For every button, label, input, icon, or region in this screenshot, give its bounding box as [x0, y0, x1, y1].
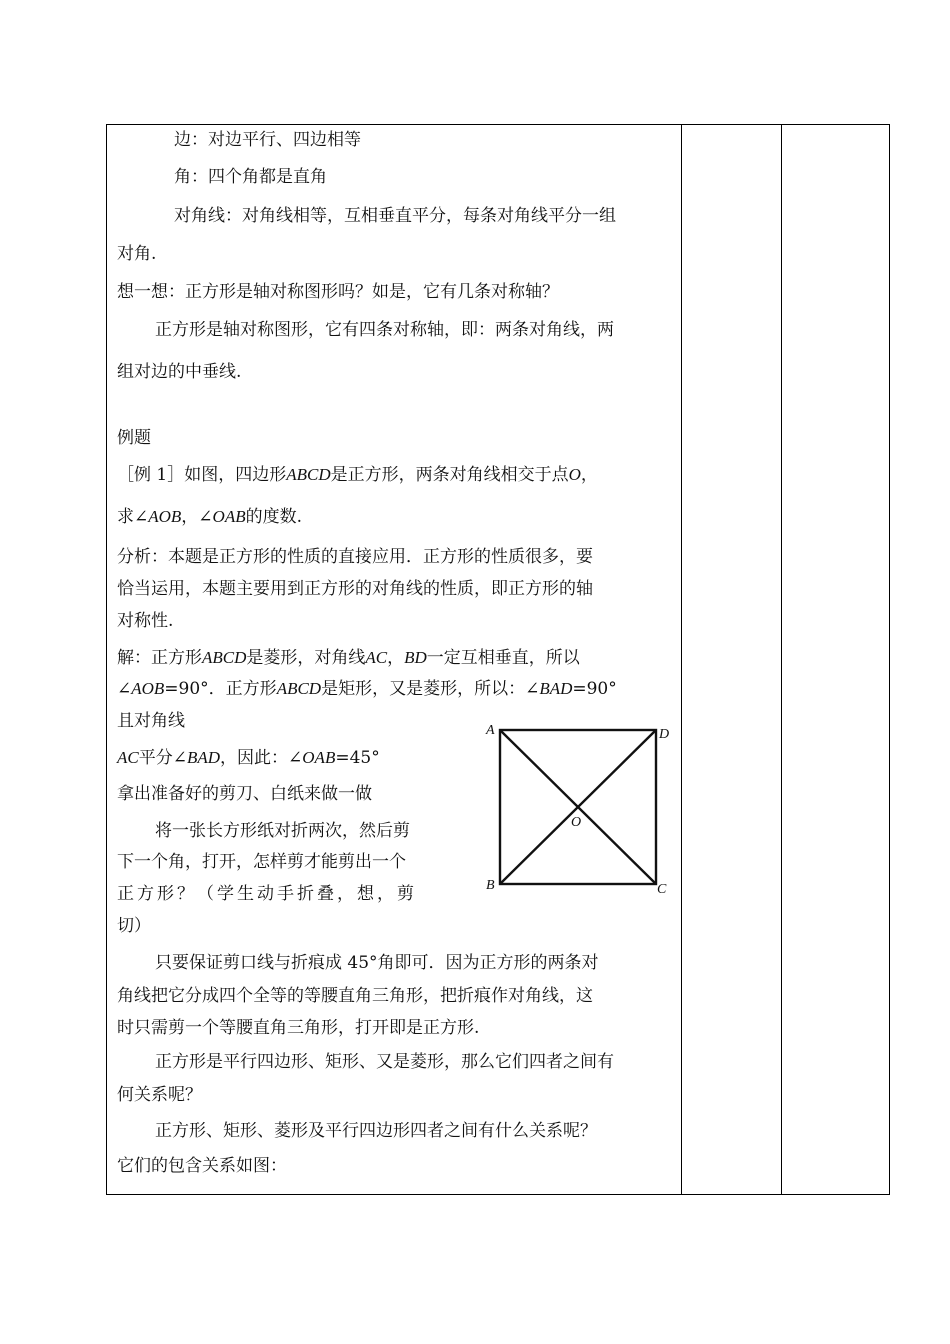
think-question: 想一想：正方形是轴对称图形吗？如是，它有几条对称轴？: [117, 282, 559, 302]
example-1-line-1: ［例 1］如图，四边形ABCD是正方形，两条对角线相交于点O，: [117, 465, 598, 485]
analysis-line-1: 分析：本题是正方形的性质的直接应用．正方形的性质很多，要: [117, 547, 593, 567]
solution-line-2: ∠AOB=90°．正方形ABCD是矩形，又是菱形，所以：∠BAD=90°: [117, 679, 617, 699]
example-1-line-2: 求∠AOB，∠OAB的度数.: [117, 507, 302, 527]
tail-line-1: 只要保证剪口线与折痕成 45°角即可．因为正方形的两条对: [155, 953, 599, 973]
solution-line-1: 解：正方形ABCD是菱形，对角线AC，BD一定互相垂直，所以: [117, 648, 580, 668]
property-diagonals: 对角线：对角线相等，互相垂直平分，每条对角线平分一组: [174, 206, 616, 226]
activity-line-2: 下一个角，打开，怎样剪才能剪出一个: [117, 852, 406, 872]
symmetry-answer: 正方形是轴对称图形，它有四条对称轴，即：两条对角线，两: [155, 320, 614, 340]
example-heading: 例题: [117, 428, 151, 448]
property-angles: 角：四个角都是直角: [174, 167, 327, 187]
label-c: C: [657, 882, 667, 897]
tail-line-6: 正方形、矩形、菱形及平行四边形四者之间有什么关系呢？: [155, 1121, 597, 1141]
label-b: B: [486, 878, 495, 893]
solution-line-4: AC平分∠BAD，因此：∠OAB=45°: [117, 748, 380, 768]
tail-line-7: 它们的包含关系如图：: [117, 1156, 287, 1176]
analysis-line-2: 恰当运用，本题主要用到正方形的对角线的性质，即正方形的轴: [117, 579, 593, 599]
activity-line-4: 切）: [117, 916, 151, 936]
solution-line-3: 且对角线: [117, 711, 185, 731]
activity-line-3: 正方形？（学生动手折叠，想，剪: [117, 884, 417, 904]
tail-line-5: 何关系呢？: [117, 1085, 202, 1105]
property-sides: 边：对边平行、四边相等: [174, 130, 361, 150]
activity-line-1: 将一张长方形纸对折两次，然后剪: [155, 821, 410, 841]
tail-line-3: 时只需剪一个等腰直角三角形，打开即是正方形.: [117, 1018, 480, 1038]
tail-line-2: 角线把它分成四个全等的等腰直角三角形，把折痕作对角线，这: [117, 986, 593, 1006]
activity-title: 拿出准备好的剪刀、白纸来做一做: [117, 784, 372, 804]
tail-line-4: 正方形是平行四边形、矩形、又是菱形，那么它们四者之间有: [155, 1052, 614, 1072]
label-o: O: [571, 815, 582, 830]
label-d: D: [659, 727, 670, 742]
symmetry-answer-cont: 组对边的中垂线.: [117, 362, 242, 382]
column-divider-1: [681, 125, 682, 1194]
square-figure: [480, 716, 685, 901]
analysis-line-3: 对称性.: [117, 611, 174, 631]
property-diagonals-cont: 对角.: [117, 244, 157, 264]
column-divider-2: [781, 125, 782, 1194]
lesson-table: [106, 124, 890, 1195]
label-a: A: [486, 723, 495, 738]
